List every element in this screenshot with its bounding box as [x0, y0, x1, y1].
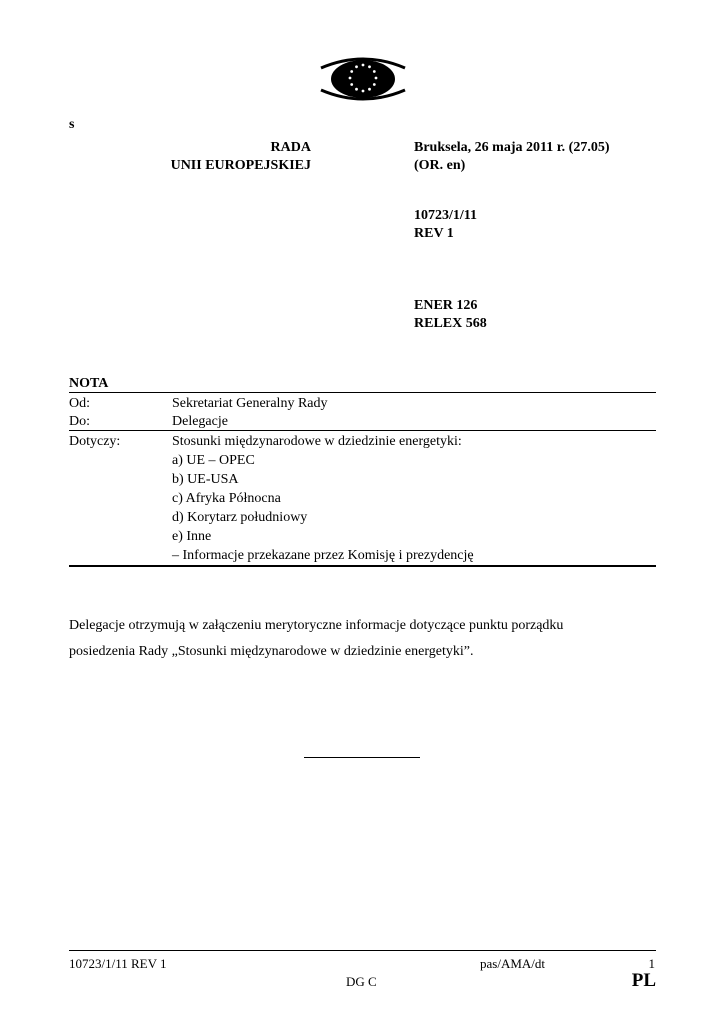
subject-title: Stosunki międzynarodowe w dziedzinie energetyki: — [172, 434, 462, 449]
code-ener: ENER 126 — [414, 298, 478, 313]
closing-rule — [304, 757, 420, 758]
from-value: Sekretariat Generalny Rady — [172, 396, 328, 411]
footer-rule — [69, 950, 656, 951]
body-line-2: posiedzenia Rady „Stosunki międzynarodowe w dziedzinie energetyki”. — [69, 644, 474, 659]
doc-number: 10723/1/11 — [414, 208, 478, 223]
institution-name — [160, 139, 311, 175]
classification-codes — [414, 297, 487, 333]
doc-revision: REV 1 — [414, 226, 454, 241]
footer-page-number: 1 — [648, 956, 655, 971]
subject-item: b) UE-USA — [172, 472, 239, 487]
note-title: NOTA — [69, 376, 109, 391]
footer-doc-ref: 10723/1/11 REV 1 — [69, 956, 167, 971]
note-divider-middle — [69, 430, 656, 431]
from-label: Od: — [69, 396, 90, 411]
footer-initials: pas/AMA/dt — [480, 956, 545, 971]
note-divider-top — [69, 392, 656, 393]
document-marker: s — [69, 117, 75, 132]
doc-number-block — [414, 207, 477, 243]
body-paragraph — [69, 613, 659, 665]
subject-item: d) Korytarz południowy — [172, 510, 308, 525]
date-block — [414, 139, 609, 175]
code-relex: RELEX 568 — [414, 316, 487, 331]
subject-block — [172, 433, 474, 566]
footer-directorate: DG C — [346, 974, 377, 989]
subject-item: – Informacje przekazane przez Komisję i prezydencję — [172, 548, 474, 563]
subject-item: c) Afryka Północna — [172, 491, 281, 506]
subject-item: e) Inne — [172, 529, 212, 544]
institution-line-2: UNII EUROPEJSKIEJ — [170, 158, 311, 173]
subject-label: Dotyczy: — [69, 434, 121, 449]
date-line: Bruksela, 26 maja 2011 r. (27.05) — [414, 140, 610, 155]
to-label: Do: — [69, 414, 90, 429]
subject-item: a) UE – OPEC — [172, 453, 255, 468]
original-language: (OR. en) — [414, 158, 466, 173]
to-value: Delegacje — [172, 414, 228, 429]
institution-line-1: RADA — [270, 140, 311, 155]
footer-language: PL — [631, 970, 656, 991]
council-logo-icon — [318, 54, 408, 104]
body-line-1: Delegacje otrzymują w załączeniu merytoryczne informacje dotyczące punktu porządku — [69, 618, 564, 633]
note-divider-bottom — [69, 565, 656, 567]
